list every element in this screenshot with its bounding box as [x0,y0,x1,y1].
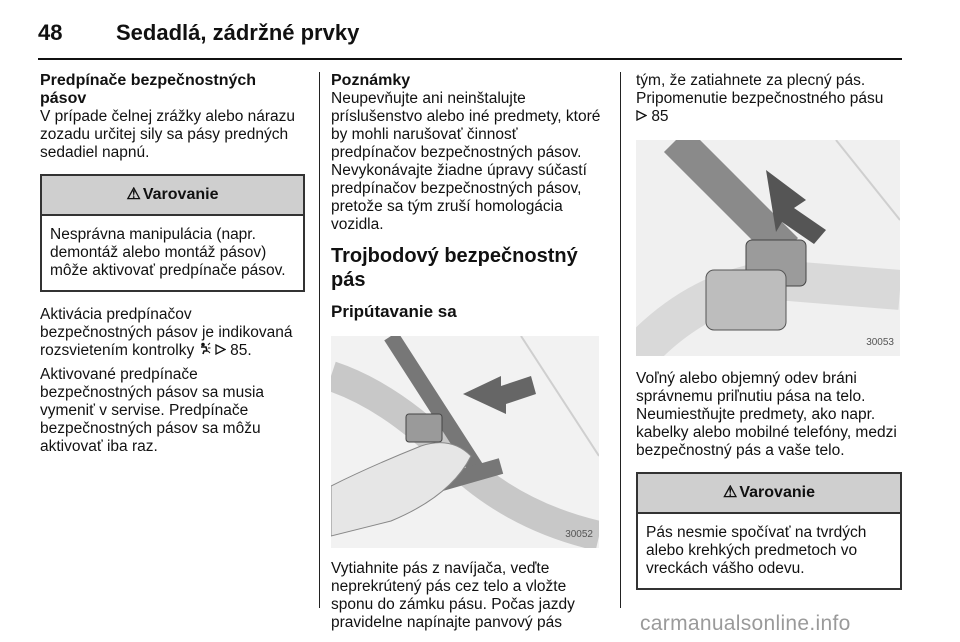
page-number: 48 [38,20,63,45]
column-middle [331,72,606,632]
warning-title: Varovanie [142,186,219,203]
watermark: carmanualsonline.info [640,612,851,635]
note-text: Neupevňujte ani neinštalujte príslušenstvo alebo iné predmety, ktoré by mohli narušovať činnosť predpínačov bezpečnostných pásov. Nevykonávajte žiadne úpravy súčastí predpínačov bezpečnostných pásov, pretože sa tým zruší homologácia vozidla. [331,90,601,233]
column-divider-2 [620,72,621,608]
chapter-title: Sedadlá, zádržné prvky [116,20,360,45]
column-divider-1 [319,72,320,608]
section-heading-three-point-belt: Trojbodový bezpečnostný pás [331,245,578,291]
page-header [38,16,902,56]
warning-text: Pás nesmie spočívať na tvrdých alebo krehkých predmetoch vo vreckách vášho odevu. [646,524,867,577]
warning-header [638,474,900,514]
buckling-illustration-svg [331,336,599,548]
activated-text: Aktivované predpínače bezpečnostných pásov sa musia vymeniť v servise. Predpínače bezpečnostných pásov sa môžu aktivovať iba raz. [40,366,265,455]
illustration-buckling [331,336,599,548]
warning-box [40,174,305,292]
figure-number: 30053 [866,337,894,348]
page-ref-85[interactable]: 85 [651,108,669,125]
seatbelt-pretensioner-icon [199,342,215,359]
clothing-text: Voľný alebo objemný odev bráni správnemu priľnutiu pása na telo. Neumiestňujte predmety, ako napr. kabelky alebo mobilné telefóny, medzi bezpečnostný pás a vaše telo. [636,370,897,459]
activation-text-main: Aktivácia predpínačov bezpečnostných pásov je indikovaná rozsvietením kontrolky [40,306,293,359]
illustration-tighten-belt [636,140,900,356]
warning-text: Nesprávna manipulácia (napr. demontáž alebo montáž pásov) môže aktivovať predpínače pásov. [50,226,286,279]
figure-number: 30052 [565,529,593,540]
page-reference-icon [215,342,230,359]
warning-header [42,176,303,216]
buckling-text: Vytiahnite pás z navíjača, veďte neprekrútený pás cez telo a vložte sponu do zámku pásu. Počas jazdy pravidelne napínajte panvový pás [331,560,575,631]
warning-triangle-icon: ⚠ [126,186,141,203]
continued-text-main: tým, že zatiahnete za plecný pás. Pripomenutie bezpečnostného pásu [636,72,884,107]
continued-text [636,72,902,126]
column-left [40,72,305,456]
intro-text: V prípade čelnej zrážky alebo nárazu zozadu určitej sily sa pásy predných sedadiel napnú. [40,108,296,161]
column-right [636,72,902,590]
warning-box [636,472,902,590]
section-heading-pretensioners: Predpínače bezpečnostných pásov [40,72,257,107]
subheading-buckling: Pripútavanie sa [331,302,457,321]
page-reference-icon [636,108,651,125]
tighten-illustration-svg [636,140,900,356]
warning-triangle-icon: ⚠ [723,484,738,501]
note-title: Poznámky [331,72,411,89]
page-ref-85[interactable]: 85. [230,342,252,359]
header-divider [38,58,902,60]
activation-text [40,306,305,360]
warning-title: Varovanie [739,484,815,501]
